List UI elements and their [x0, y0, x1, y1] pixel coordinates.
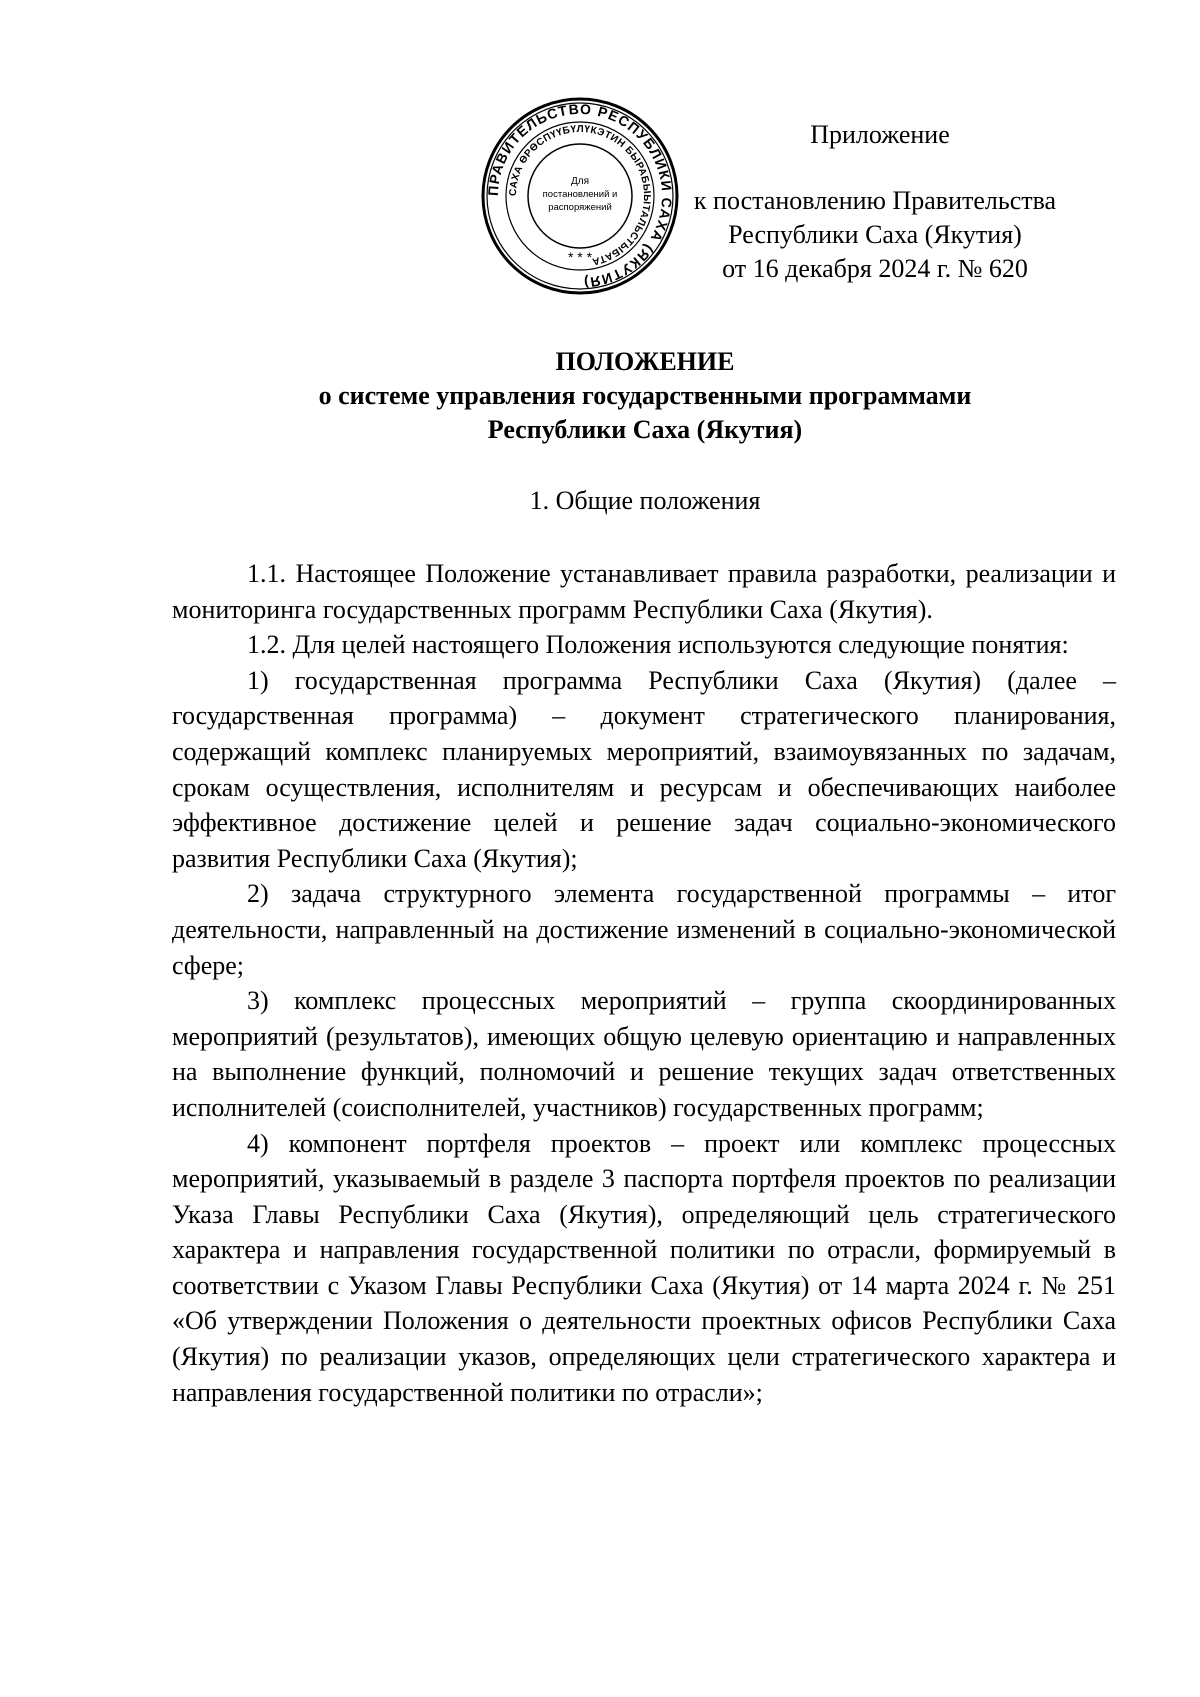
- section-heading: 1. Общие положения: [529, 486, 761, 515]
- official-seal-stamp: [480, 96, 680, 296]
- appendix-republic-line: Республики Саха (Якутия): [728, 220, 1022, 249]
- definition-3: 3) комплекс процессных мероприятий – группа скоординированных мероприятий (результатов), имеющих общую целевую ориентацию и направленных на выполнение функций, полномочий и решение текущих задач ответственных исполнителей (соисполнителей, участников) государственных программ;: [172, 986, 1116, 1122]
- paragraph-1-1: 1.1. Настоящее Положение устанавливает правила разработки, реализации и мониторинга государственных программ Республики Саха (Якутия).: [172, 559, 1116, 624]
- definition-1: 1) государственная программа Республики Саха (Якутия) (далее – государственная программа) – документ стратегического планирования, содержащий комплекс планируемых мероприятий, взаимоувязанных по задачам, срокам осуществления, исполнителям и ресурсам и обеспечивающих наиболее эффективное достижение целей и решение задач социально-экономического развития Республики Саха (Якутия);: [172, 665, 1116, 873]
- seal-stars: * * *: [567, 249, 593, 265]
- definition-2: 2) задача структурного элемента государственной программы – итог деятельности, направленный на достижение изменений в социально-экономической сфере;: [172, 879, 1116, 980]
- appendix-block: [690, 118, 1060, 286]
- seal-inner-text: САХА ӨРӨСПҮҮБҮЛҮКЭТИН БЫРАБЫЫТАЛЬСТЫБАТА: [507, 123, 653, 267]
- seal-center-line-2: постановлений и: [542, 189, 618, 200]
- body-text: [172, 556, 1116, 1410]
- seal-outer-text: ПРАВИТЕЛЬСТВО РЕСПУБЛИКИ САХА (ЯКУТИЯ): [484, 100, 676, 291]
- title-line-3: Республики Саха (Якутия): [487, 415, 803, 444]
- title-line-1: ПОЛОЖЕНИЕ: [555, 347, 735, 376]
- appendix-title: Приложение: [810, 120, 950, 149]
- document-title: [170, 345, 1120, 447]
- definition-4: 4) компонент портфеля проектов – проект или комплекс процессных мероприятий, указываемый в разделе 3 паспорта портфеля проектов по реализации Указа Главы Республики Саха (Якутия), определяющий цель стратегического характера и направления государственной политики по отрасли, формируемый в соответствии с Указом Главы Республики Саха (Якутия) от 14 марта 2024 г. № 251 «Об утверждении Положения о деятельности проектных офисов Республики Саха (Якутия) по реализации указов, определяющих цели стратегического характера и направления государственной политики по отрасли»;: [172, 1128, 1116, 1407]
- seal-center-line-1: Для: [570, 176, 590, 187]
- appendix-date-line: от 16 декабря 2024 г. № 620: [722, 254, 1028, 283]
- seal-center-line-3: распоряжений: [548, 202, 612, 213]
- appendix-decree-line: к постановлению Правительства: [693, 186, 1057, 215]
- title-line-2: о системе управления государственными программами: [318, 381, 972, 410]
- paragraph-1-2: 1.2. Для целей настоящего Положения используются следующие понятия:: [247, 630, 1069, 660]
